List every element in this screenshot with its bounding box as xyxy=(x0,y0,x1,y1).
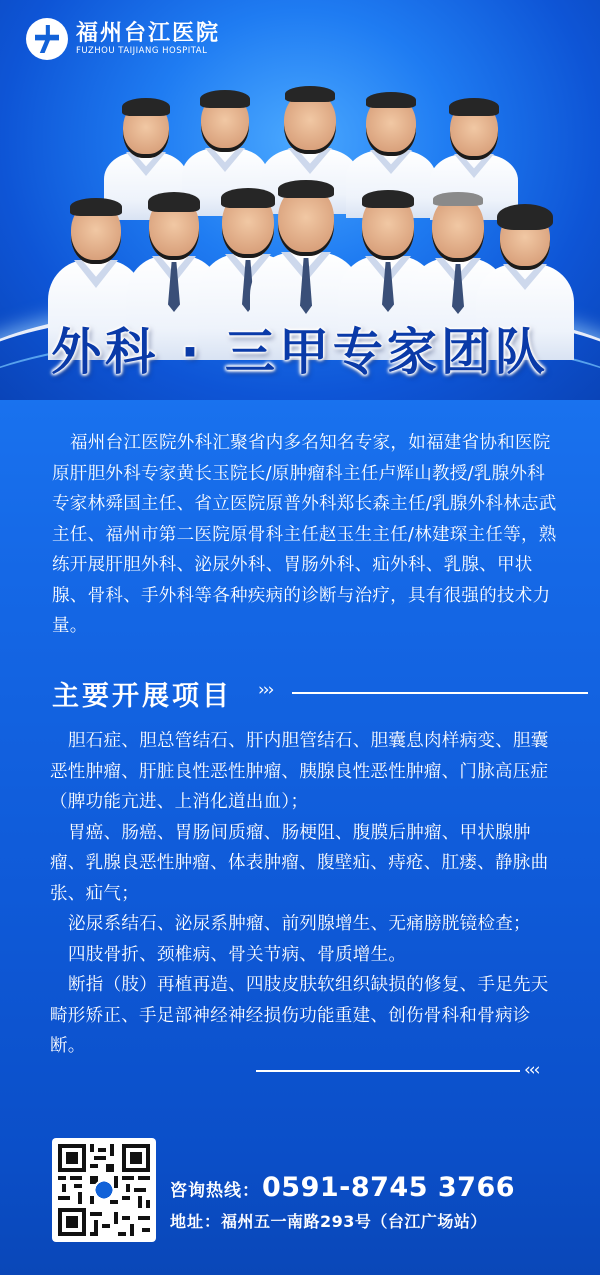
chevron-right-icon: ››› xyxy=(258,680,273,700)
hero-banner xyxy=(0,0,600,400)
section-header xyxy=(52,674,552,712)
list-item: 断指（肢）再植再造、四肢皮肤软组织缺损的修复、手足先天畸形矫正、手足部神经神经损伤功能重建、创伤骨科和骨病诊断。 xyxy=(50,975,549,1056)
logo-name-cn: 福州台江医院 xyxy=(76,20,221,46)
page-title: 外科 · 三甲专家团队 xyxy=(51,323,549,381)
intro-paragraph: 福州台江医院外科汇聚省内多名知名专家，如福建省协和医院原肝胆外科专家黄长玉院长/原肿瘤科主任卢辉山教授/乳腺外科专家林舜国主任、省立医院原普外科郑长森主任/乳腺外科林志武主任、福州市第二医院原骨科主任赵玉生主任/林建琛主任等，熟练开展肝胆外科、泌尿外科、胃肠外科、疝外科、乳腺、甲状腺、骨科、手外科等各种疾病的诊断与治疗，具有很强的技术力量。 xyxy=(52,433,557,636)
list-item: 泌尿系结石、泌尿系肿瘤、前列腺增生、无痛膀胱镜检查； xyxy=(68,914,531,934)
hotline-number: 0591-8745 3766 xyxy=(262,1172,516,1203)
list-item: 四肢骨折、颈椎病、骨关节病、骨质增生。 xyxy=(68,944,407,965)
divider xyxy=(256,1070,520,1072)
address-value: 福州五一南路293号（台江广场站） xyxy=(221,1212,487,1231)
hospital-emblem-icon xyxy=(26,18,68,60)
section-title: 主要开展项目 xyxy=(52,681,232,712)
logo-name-en: FUZHOU TAIJIANG HOSPITAL xyxy=(76,45,208,56)
hotline-label: 咨询热线： xyxy=(170,1181,260,1201)
list-item: 胆石症、胆总管结石、肝内胆管结石、胆囊息肉样病变、胆囊恶性肿瘤、肝脏良性恶性肿瘤、胰腺良性恶性肿瘤、门脉高压症（脾功能亢进、上消化道出血）； xyxy=(50,731,549,812)
address-label: 地址： xyxy=(170,1212,222,1231)
list-item: 胃癌、肠癌、胃肠间质瘤、肠梗阻、腹膜后肿瘤、甲状腺肿瘤、乳腺良恶性肿瘤、体表肿瘤、腹壁疝、痔疮、肛瘘、静脉曲张、疝气； xyxy=(50,822,549,904)
services-list xyxy=(50,726,564,1062)
qr-code xyxy=(52,1138,156,1242)
contact-info xyxy=(170,1172,515,1232)
divider xyxy=(292,692,588,694)
chevron-left-icon: ‹‹‹ xyxy=(524,1060,539,1080)
hospital-logo xyxy=(26,18,220,60)
